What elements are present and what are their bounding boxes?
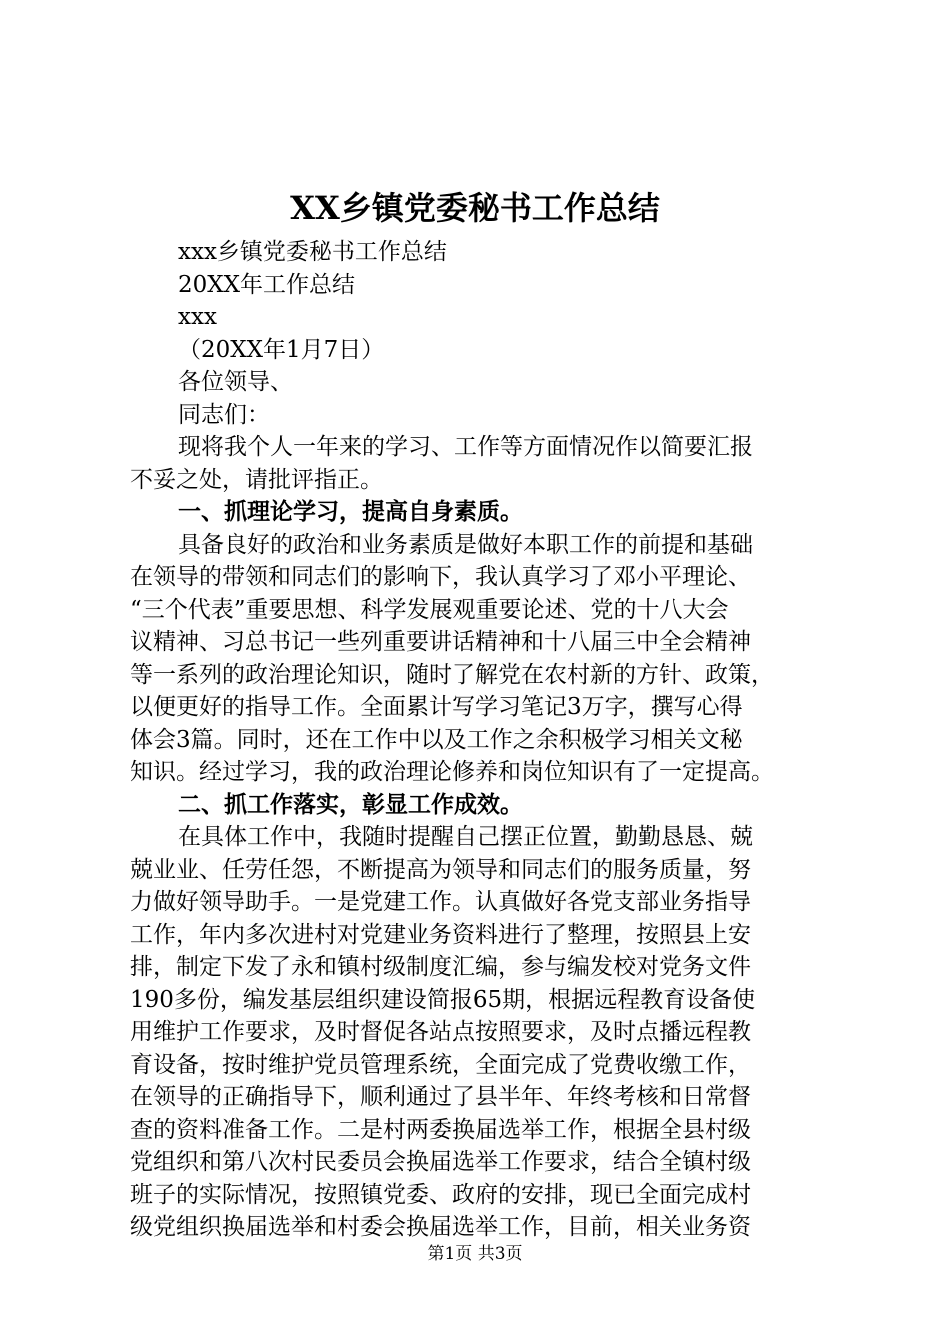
text-line: 在领导的正确指导下，顺利通过了县半年、年终考核和日常督 [130, 1084, 751, 1110]
text-line: 级党组织换届选举和村委会换届选举工作，目前，相关业务资 [130, 1214, 751, 1240]
text-line: 不妥之处，请批评指正。 [130, 466, 383, 493]
text-line: 班子的实际情况，按照镇党委、政府的安排，现已全面完成村 [130, 1181, 751, 1208]
section-heading: 一、抓理论学习，提高自身素质。 [178, 498, 523, 525]
text-line: xxx乡镇党委秘书工作总结 [178, 239, 447, 265]
text-line: 党组织和第八次村民委员会换届选举工作要求，结合全镇村级 [130, 1149, 751, 1175]
text-line: 用维护工作要求，及时督促各站点按照要求，及时点播远程教 [130, 1019, 751, 1045]
text-line: （20XX年1月7日） [178, 336, 385, 363]
text-line: 具备良好的政治和业务素质是做好本职工作的前提和基础 [178, 531, 753, 558]
text-line: 在具体工作中，我随时提醒自己摆正位置，勤勤恳恳、兢 [178, 824, 753, 850]
text-line: 现将我个人一年来的学习、工作等方面情况作以简要汇报 [178, 434, 753, 460]
text-line: 兢业业、任劳任怨，不断提高为领导和同志们的服务质量，努 [130, 856, 751, 883]
text-line: 190多份，编发基层组织建设简报65期，根据远程教育设备使 [130, 986, 756, 1013]
text-line: 工作，年内多次进村对党建业务资料进行了整理，按照县上安 [130, 921, 751, 948]
text-line: 议精神、习总书记一些列重要讲话精神和十八届三中全会精神 [130, 629, 751, 655]
section-heading: 二、抓工作落实，彰显工作成效。 [178, 790, 523, 818]
text-line: xxx [178, 304, 217, 330]
page-footer: 第1页 共3页 [427, 1244, 523, 1264]
text-line: “三个代表”重要思想、科学发展观重要论述、党的十八大会 [130, 596, 729, 623]
text-line: 各位领导、 [178, 369, 293, 395]
text-line: 力做好领导助手。一是党建工作。认真做好各党支部业务指导 [130, 889, 751, 915]
text-line: 查的资料准备工作。二是村两委换届选举工作，根据全县村级 [130, 1116, 751, 1143]
text-line: 以便更好的指导工作。全面累计写学习笔记3万字，撰写心得 [130, 694, 743, 720]
text-line: 排，制定下发了永和镇村级制度汇编，参与编发校对党务文件 [130, 954, 751, 980]
text-line: 体会3篇。同时，还在工作中以及工作之余积极学习相关文秘 [130, 726, 743, 753]
text-line: 等一系列的政治理论知识，随时了解党在农村新的方针、政策， [130, 661, 774, 688]
text-line: 20XX年工作总结 [178, 271, 356, 298]
document-title: XX乡镇党委秘书工作总结 [290, 189, 660, 227]
text-line: 育设备，按时维护党员管理系统，全面完成了党费收缴工作， [130, 1051, 751, 1078]
document-body [130, 236, 830, 1244]
text-line: 同志们： [178, 401, 270, 428]
text-line: 知识。经过学习，我的政治理论修养和岗位知识有了一定提高。 [130, 759, 774, 785]
text-line: 在领导的带领和同志们的影响下，我认真学习了邓小平理论、 [130, 564, 751, 590]
